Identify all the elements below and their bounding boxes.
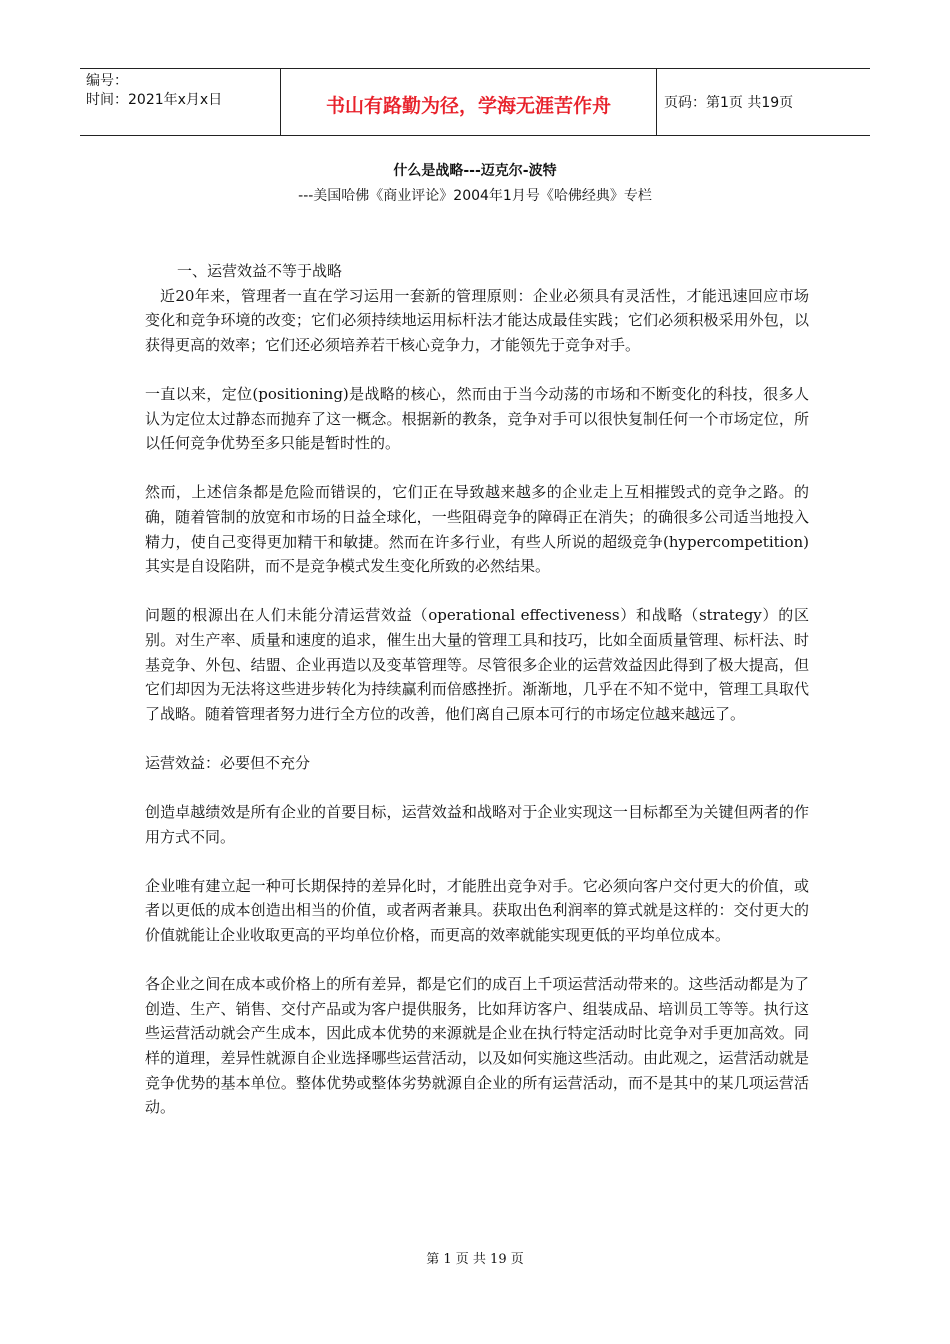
paragraph: 问题的根源出在人们未能分清运营效益（operational effectiveness）和战略（strategy）的区别。对生产率、质量和速度的追求，催生出大量的管理工具和技巧，比如全面质量管理、标杆法、时基竞争、外包、结盟、企业再造以及变革管理等。尽管很多企业的运营效益因此得到了极大提高，但它们却因为无法将这些进步转化为持续赢利而倍感挫折。渐渐地，几乎在不知不觉中，管理工具取代了战略。随着管理者努力进行全方位的改善，他们离自己原本可行的市场定位越来越远了。: [145, 606, 809, 723]
paragraph: 各企业之间在成本或价格上的所有差异，都是它们的成百上千项运营活动带来的。这些活动都是为了创造、生产、销售、交付产品或为客户提供服务，比如拜访客户、组装成品、培训员工等等。执行这些运营活动就会产生成本，因此成本优势的来源就是企业在执行特定活动时比竞争对手更加高效。同样的道理，差异性就源自企业选择哪些运营活动，以及如何实施这些活动。由此观之，运营活动就是竞争优势的基本单位。整体优势或整体劣势就源自企业的所有运营活动，而不是其中的某几项运营活动。: [145, 975, 809, 1117]
document-body: [145, 259, 809, 1120]
paragraph: 创造卓越绩效是所有企业的首要目标，运营效益和战略对于企业实现这一目标都至为关键但两者的作用方式不同。: [145, 803, 809, 846]
page-footer: 第 1 页 共 19 页: [426, 1252, 524, 1267]
header-motto: 书山有路勤为径，学海无涯苦作舟: [281, 69, 657, 135]
document-subtitle: ---美国哈佛《商业评论》2004年1月号《哈佛经典》专栏: [298, 188, 652, 204]
document-header: [80, 68, 870, 136]
document-date: 时间：2021年x月x日: [86, 92, 223, 108]
header-meta-cell: [80, 69, 281, 135]
paragraph: 近20年来，管理者一直在学习运用一套新的管理原则：企业必须具有灵活性，才能迅速回应市场变化和竞争环境的改变；它们必须持续地运用标杆法才能达成最佳实践；它们必须积极采用外包，以获得更高的效率；它们还必须培养若干核心竞争力，才能领先于竞争对手。: [145, 286, 809, 354]
header-page-info: 页码：第1页 共19页: [664, 95, 794, 111]
paragraph: 企业唯有建立起一种可长期保持的差异化时，才能胜出竞争对手。它必须向客户交付更大的价值，或者以更低的成本创造出相当的价值，或者两者兼具。获取出色利润率的算式就是这样的：交付更大的价值就能让企业收取更高的平均单位价格，而更高的效率就能实现更低的平均单位成本。: [145, 876, 809, 945]
document-title: 什么是战略---迈克尔-波特: [393, 163, 557, 179]
paragraph: 然而，上述信条都是危险而错误的，它们正在导致越来越多的企业走上互相摧毁式的竞争之路。的确，随着管制的放宽和市场的日益全球化，一些阻碍竞争的障碍正在消失；的确很多公司适当地投入精力，使自己变得更加精干和敏捷。然而在许多行业，有些人所说的超级竞争(hypercompetition)其实是自设陷阱，而不是竞争模式发生变化所致的必然结果。: [145, 483, 809, 576]
document-number-label: 编号：: [86, 73, 128, 89]
paragraph: 一直以来，定位(positioning)是战略的核心，然而由于当今动荡的市场和不断变化的科技，很多人认为定位太过静态而抛弃了这一概念。根据新的教条，竞争对手可以很快复制任何一个市场定位，所以任何竞争优势至多只能是暂时性的。: [145, 384, 809, 453]
subsection-heading: 运营效益：必要但不充分: [145, 753, 311, 772]
section-heading: 一、运营效益不等于战略: [177, 262, 343, 280]
